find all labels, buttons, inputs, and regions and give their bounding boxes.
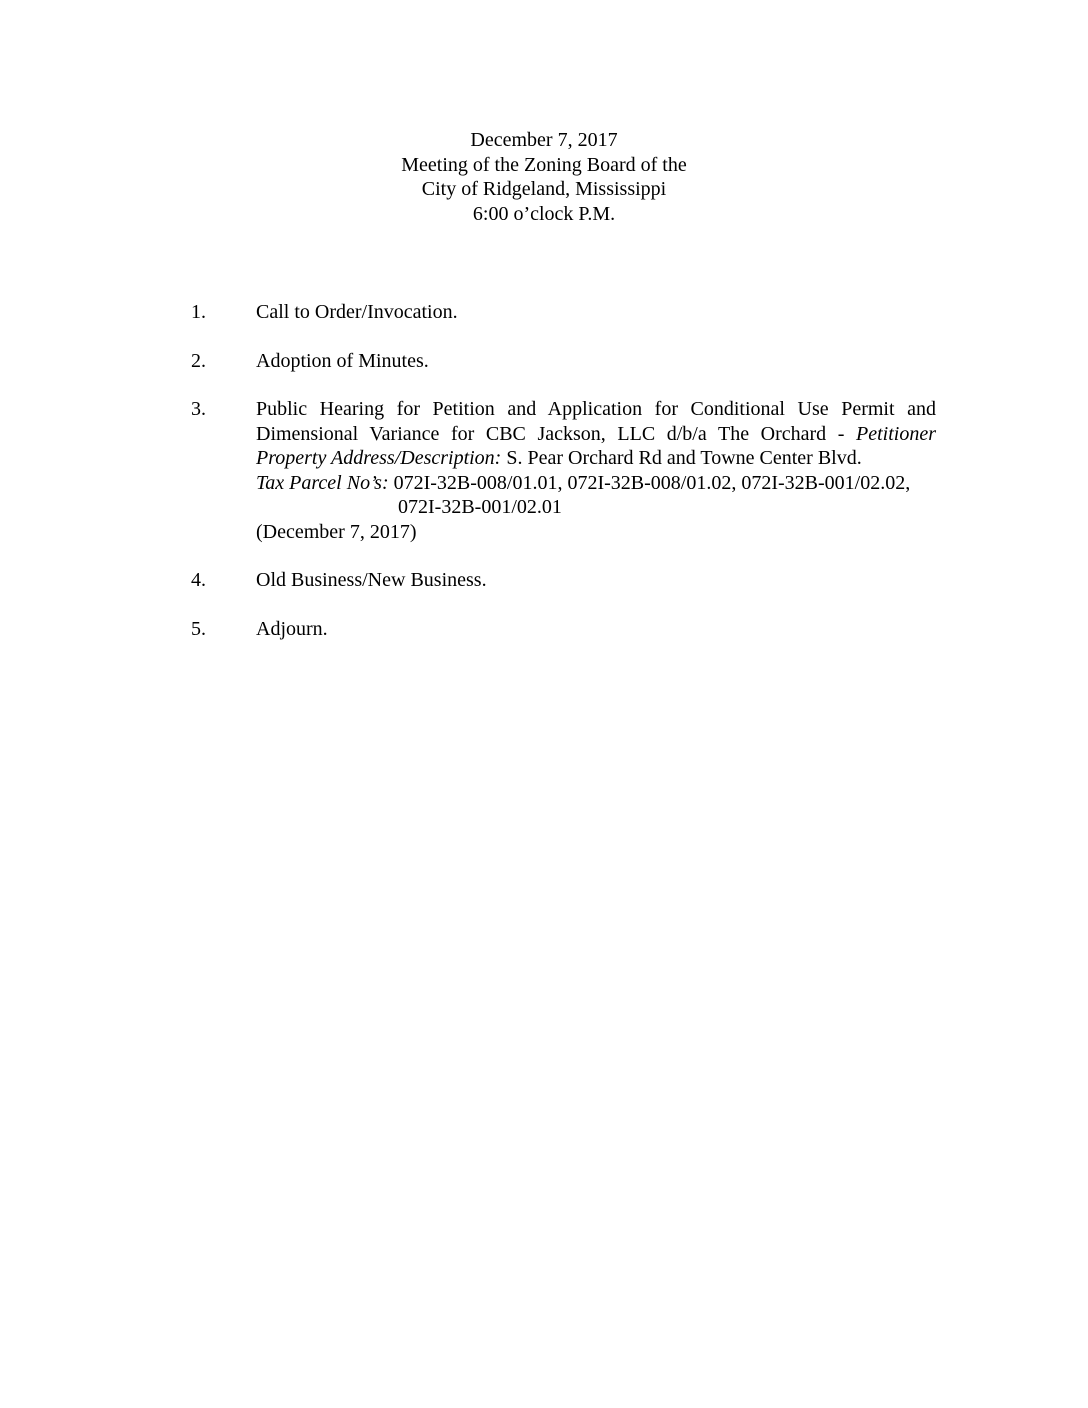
meeting-city: City of Ridgeland, Mississippi — [421, 178, 667, 200]
agenda-item-number: 5. — [191, 617, 206, 640]
meeting-header — [0, 128, 1088, 226]
meeting-date: December 7, 2017 — [470, 129, 618, 151]
agenda-item-3 — [0, 397, 1088, 544]
property-address-label: Property Address/Description: — [256, 447, 502, 469]
hearing-line-4 — [256, 471, 936, 496]
petitioner-description: Dimensional Variance for CBC Jackson, LLC d/b/a The Orchard - — [256, 422, 857, 445]
tax-parcel-label: Tax Parcel No’s: — [256, 471, 389, 494]
hearing-line-3 — [256, 446, 936, 471]
agenda-item-number: 4. — [191, 569, 206, 591]
hearing-line-1: Public Hearing for Petition and Application for Conditional Use Permit and — [256, 398, 936, 420]
meeting-time: 6:00 o’clock P.M. — [472, 202, 616, 225]
agenda-item-number: 2. — [191, 349, 206, 372]
petitioner-label: Petitioner — [856, 422, 936, 445]
agenda-list — [0, 300, 1088, 665]
hearing-line-2 — [256, 422, 936, 447]
agenda-item-number: 1. — [191, 301, 206, 323]
agenda-item-text: Adjourn. — [256, 617, 328, 640]
hearing-line-6: (December 7, 2017) — [256, 520, 417, 543]
tax-parcel-values: 072I-32B-008/01.01, 072I-32B-008/01.02, 072I-32B-001/02.02, — [388, 471, 911, 494]
hearing-line-5: 072I-32B-001/02.01 — [398, 496, 562, 518]
agenda-item-1 — [0, 300, 1088, 325]
agenda-item-5 — [0, 617, 1088, 642]
agenda-item-text: Old Business/New Business. — [256, 569, 487, 591]
agenda-item-number: 3. — [191, 398, 206, 420]
meeting-title: Meeting of the Zoning Board of the — [401, 153, 687, 176]
agenda-item-text: Adoption of Minutes. — [256, 349, 429, 372]
property-address-value: S. Pear Orchard Rd and Towne Center Blvd. — [501, 447, 862, 469]
agenda-item-4 — [0, 568, 1088, 593]
agenda-item-2 — [0, 349, 1088, 374]
agenda-item-text: Call to Order/Invocation. — [256, 301, 458, 323]
